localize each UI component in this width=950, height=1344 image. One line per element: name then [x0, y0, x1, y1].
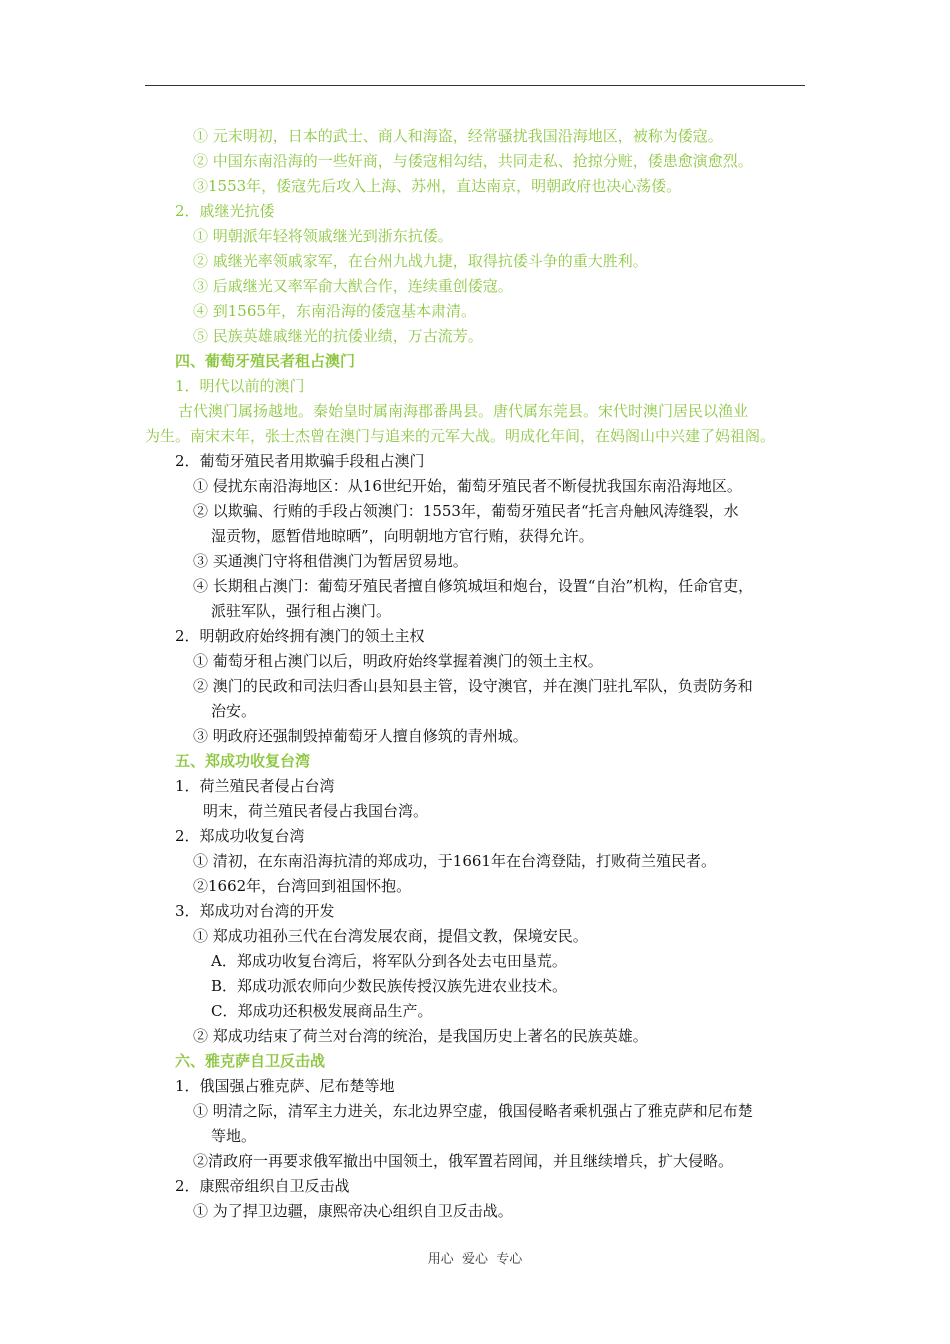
text-line: 2．郑成功收复台湾 [175, 827, 305, 845]
text-line: ① 郑成功祖孙三代在台湾发展农商，提倡文教，保境安民。 [193, 927, 588, 945]
text-line: 2．明朝政府始终拥有澳门的领土主权 [175, 627, 425, 645]
text-line: 2．戚继光抗倭 [175, 202, 275, 220]
text-line: ⑤ 民族英雄戚继光的抗倭业绩，万古流芳。 [193, 327, 483, 345]
text-line: ④ 到1565年，东南沿海的倭寇基本肃清。 [193, 302, 476, 320]
text-line: ② 以欺骗、行贿的手段占领澳门：1553年，葡萄牙殖民者“托言舟触风涛缝裂，水 [193, 502, 739, 520]
text-line: ② 戚继光率领戚家军，在台州九战九捷，取得抗倭斗争的重大胜利。 [193, 252, 648, 270]
text-line: B．郑成功派农师向少数民族传授汉族先进农业技术。 [211, 977, 568, 995]
text-line: 治安。 [211, 702, 257, 720]
text-line: ④ 长期租占澳门：葡萄牙殖民者擅自修筑城垣和炮台，设置“自治”机构，任命官吏， [193, 577, 754, 595]
text-line: 为生。南宋末年，张士杰曾在澳门与追来的元军大战。明成化年间，在妈阁山中兴建了妈祖阁。 [145, 427, 776, 445]
text-line: 古代澳门属扬越地。秦始皇时属南海郡番禺县。唐代属东莞县。宋代时澳门居民以渔业 [178, 402, 749, 420]
text-line: ① 清初，在东南沿海抗清的郑成功，于1661年在台湾登陆，打败荷兰殖民者。 [193, 852, 716, 870]
text-line: 等地。 [211, 1127, 257, 1145]
text-line: C．郑成功还积极发展商品生产。 [211, 1002, 433, 1020]
text-line: 3．郑成功对台湾的开发 [175, 902, 335, 920]
text-line: 2．康熙帝组织自卫反击战 [175, 1177, 350, 1195]
text-line: A．郑成功收复台湾后，将军队分到各处去屯田垦荒。 [211, 952, 567, 970]
section-heading: 六、雅克萨自卫反击战 [175, 1052, 326, 1070]
page-footer: 用心 爱心 专心 [427, 1252, 523, 1267]
section-heading: 四、葡萄牙殖民者租占澳门 [175, 352, 356, 370]
text-line: ③1553年，倭寇先后攻入上海、苏州，直达南京，明朝政府也决心荡倭。 [193, 177, 682, 195]
text-line: 1．荷兰殖民者侵占台湾 [175, 777, 335, 795]
text-line: ③ 买通澳门守将租借澳门为暂居贸易地。 [193, 552, 468, 570]
header-rule [145, 85, 805, 86]
text-line: ③ 明政府还强制毁掉葡萄牙人擅自修筑的青州城。 [193, 727, 528, 745]
text-line: ②清政府一再要求俄军撤出中国领土，俄军置若罔闻，并且继续增兵，扩大侵略。 [193, 1152, 734, 1170]
text-line: ① 为了捍卫边疆，康熙帝决心组织自卫反击战。 [193, 1202, 513, 1220]
text-line: ② 中国东南沿海的一些奸商，与倭寇相勾结，共同走私、抢掠分赃，倭患愈演愈烈。 [193, 152, 753, 170]
text-line: 2．葡萄牙殖民者用欺骗手段租占澳门 [175, 452, 425, 470]
text-line: ② 澳门的民政和司法归香山县知县主管，设守澳官，并在澳门驻扎军队，负责防务和 [193, 677, 753, 695]
text-line: 湿贡物，愿暂借地晾晒”，向明朝地方官行贿，获得允许。 [211, 527, 594, 545]
text-line: ① 明朝派年轻将领戚继光到浙东抗倭。 [193, 227, 453, 245]
text-line: ① 元末明初，日本的武士、商人和海盗，经常骚扰我国沿海地区，被称为倭寇。 [193, 127, 723, 145]
text-line: 派驻军队，强行租占澳门。 [211, 602, 392, 620]
text-line: ③ 后戚继光又率军俞大猷合作，连续重创倭寇。 [193, 277, 513, 295]
section-heading: 五、郑成功收复台湾 [175, 752, 311, 770]
text-line: 1．明代以前的澳门 [175, 377, 305, 395]
text-line: ① 明清之际，清军主力进关，东北边界空虚，俄国侵略者乘机强占了雅克萨和尼布楚 [193, 1102, 753, 1120]
text-line: 明末，荷兰殖民者侵占我国台湾。 [203, 802, 429, 820]
document-body [0, 124, 950, 1224]
text-line: ②1662年，台湾回到祖国怀抱。 [193, 877, 412, 895]
text-line: ① 侵扰东南沿海地区：从16世纪开始，葡萄牙殖民者不断侵扰我国东南沿海地区。 [193, 477, 742, 495]
text-line: ① 葡萄牙租占澳门以后，明政府始终掌握着澳门的领土主权。 [193, 652, 603, 670]
text-line: ② 郑成功结束了荷兰对台湾的统治，是我国历史上著名的民族英雄。 [193, 1027, 648, 1045]
text-line: 1．俄国强占雅克萨、尼布楚等地 [175, 1077, 395, 1095]
